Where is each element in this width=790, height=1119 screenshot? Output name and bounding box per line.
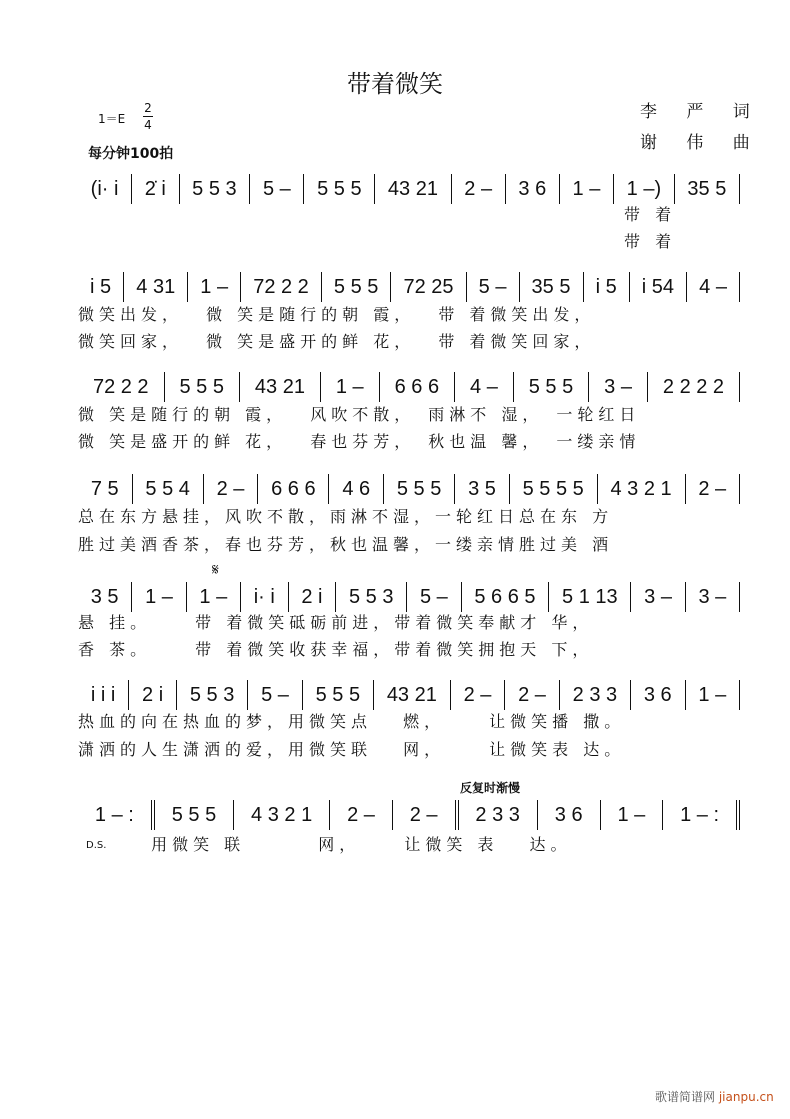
ds-mark: D.S. <box>86 840 107 851</box>
measure: 2 – <box>392 800 455 830</box>
lyric-line: 带 着 <box>78 205 677 224</box>
measure: 2̇ i <box>131 174 178 204</box>
key-signature: 1＝E <box>98 112 126 126</box>
measure: 4 3 2 1 <box>233 800 329 830</box>
tempo: 每分钟100拍 <box>88 146 174 162</box>
measure: 1 –) <box>613 174 674 204</box>
time-signature <box>143 100 153 133</box>
measure: 5 5 5 <box>302 680 373 710</box>
staff-system <box>78 174 740 204</box>
measure: 72 25 <box>390 272 465 302</box>
measure: 1 – <box>320 372 379 402</box>
lyric-line: 用微笑 联 网， 让微笑 表 达。 <box>120 835 572 854</box>
measure: 1 – : <box>94 804 134 826</box>
measure: 2 3 3 <box>559 680 630 710</box>
measure: 1 – <box>131 582 185 612</box>
measure: 2 i <box>128 680 176 710</box>
lyric-line: 带 着 <box>78 232 677 251</box>
measure: 4 – <box>454 372 513 402</box>
lyric-line: 微笑回家， 微 笑是盛开的鲜 花， 带 着微笑回家， <box>78 332 596 351</box>
watermark-cn: 歌谱简谱网 <box>655 1090 716 1104</box>
measure: 2 – <box>504 680 559 710</box>
measure: 5 – <box>249 174 303 204</box>
measure: 1 – <box>187 272 240 302</box>
measure: 1 – <box>186 582 240 612</box>
measure: 1 – <box>559 174 613 204</box>
lyric-line: 香 茶。 带 着微笑收获幸福，带着微笑拥抱天 下， <box>78 640 594 659</box>
ritardando-mark: 反复时渐慢 <box>460 781 521 795</box>
measure: 5 5 5 <box>321 272 391 302</box>
lyricist: 李 严 词 <box>640 102 762 122</box>
measure: 72 2 2 <box>92 376 149 398</box>
staff-system <box>78 474 740 504</box>
barline <box>739 582 740 612</box>
lyric-line: 潇洒的人生潇洒的爱，用微笑联 网， 让微笑表 达。 <box>78 740 626 759</box>
staff-system <box>78 680 740 710</box>
measure: 2 – <box>329 800 392 830</box>
measure: 35 5 <box>519 272 583 302</box>
staff-system <box>78 800 740 830</box>
measure: 1 – <box>600 800 663 830</box>
measure: 2 – <box>450 680 505 710</box>
staff-system <box>78 372 740 402</box>
barline <box>739 680 740 710</box>
measure: i 54 <box>629 272 686 302</box>
watermark <box>655 1088 774 1105</box>
barline <box>739 474 740 504</box>
measure: 1 – : <box>662 800 736 830</box>
measure: 5 5 5 <box>151 800 233 830</box>
measure: 3 – <box>588 372 647 402</box>
measure: 7 5 <box>90 478 119 500</box>
measure: 43 21 <box>374 174 450 204</box>
measure: 3 6 <box>505 174 559 204</box>
measure: 5 1 13 <box>548 582 630 612</box>
measure: 35 5 <box>674 174 739 204</box>
measure: 6 6 6 <box>379 372 454 402</box>
measure: 3 6 <box>630 680 685 710</box>
measure: 4 31 <box>123 272 187 302</box>
measure: 5 5 3 <box>335 582 406 612</box>
measure: 2 – <box>451 174 505 204</box>
lyric-line: 微笑出发， 微 笑是随行的朝 霞， 带 着微笑出发， <box>78 305 596 324</box>
measure: 5 – <box>466 272 519 302</box>
lyric-line: 胜过美酒香茶，春也芬芳，秋也温馨，一缕亲情胜过美 酒 <box>78 535 614 554</box>
measure: 1 – <box>685 680 740 710</box>
measure: 4 – <box>686 272 739 302</box>
composer: 谢 伟 曲 <box>640 133 762 153</box>
lyric-line: 悬 挂。 带 着微笑砥砺前进，带着微笑奉献才 华， <box>78 613 594 632</box>
staff-system <box>78 272 740 302</box>
measure: 5 6 6 5 <box>461 582 549 612</box>
lyric-line: 微 笑是随行的朝 霞， 风吹不散， 雨淋不 湿， 一轮红日 <box>78 405 641 424</box>
measure: 5 5 5 <box>383 474 454 504</box>
segno-sign: 𝄋 <box>212 560 219 579</box>
measure: 2 – <box>203 474 258 504</box>
measure: i 5 <box>583 272 629 302</box>
measure: 5 5 3 <box>176 680 247 710</box>
measure: 43 21 <box>373 680 450 710</box>
measure: 5 5 3 <box>179 174 250 204</box>
measure: 3 – <box>630 582 684 612</box>
lyric-line: 微 笑是盛开的鲜 花， 春也芬芳， 秋也温 馨， 一缕亲情 <box>78 432 641 451</box>
barline <box>739 174 740 204</box>
staff-system <box>78 582 740 612</box>
measure: 5 5 5 <box>513 372 588 402</box>
measure: 5 5 4 <box>132 474 203 504</box>
measure: 72 2 2 <box>240 272 321 302</box>
measure: 5 – <box>247 680 302 710</box>
measure: 6 6 6 <box>257 474 328 504</box>
measure: 43 21 <box>239 372 320 402</box>
barline <box>736 800 740 830</box>
time-bottom: 4 <box>144 118 152 132</box>
measure: 3 5 <box>90 586 119 608</box>
measure: 3 – <box>685 582 739 612</box>
lyric-line: 热血的向在热血的梦，用微笑点 燃， 让微笑播 撒。 <box>78 712 626 731</box>
barline <box>739 372 740 402</box>
time-top: 2 <box>144 101 152 115</box>
measure: 5 5 5 <box>164 372 239 402</box>
song-title: 带着微笑 <box>347 70 443 98</box>
measure: 5 5 5 5 <box>509 474 597 504</box>
measure: i 5 <box>90 276 112 298</box>
measure: 5 – <box>406 582 460 612</box>
measure: 4 3 2 1 <box>597 474 685 504</box>
measure: 4 6 <box>328 474 383 504</box>
measure: 2 – <box>685 474 740 504</box>
measure: 5 5 5 <box>303 174 374 204</box>
lyric-line: 总在东方悬挂，风吹不散，雨淋不湿，一轮红日总在东 方 <box>78 507 614 526</box>
measure: 2 3 3 <box>455 800 537 830</box>
measure: i i i <box>90 684 116 706</box>
measure: 2 2 2 2 <box>647 372 739 402</box>
measure: 3 6 <box>537 800 600 830</box>
measure: 3 5 <box>454 474 509 504</box>
measure: 2 i <box>288 582 336 612</box>
measure: i· i <box>240 582 288 612</box>
watermark-en: jianpu.cn <box>718 1090 774 1104</box>
barline <box>739 272 740 302</box>
measure: (i· i <box>90 178 119 200</box>
